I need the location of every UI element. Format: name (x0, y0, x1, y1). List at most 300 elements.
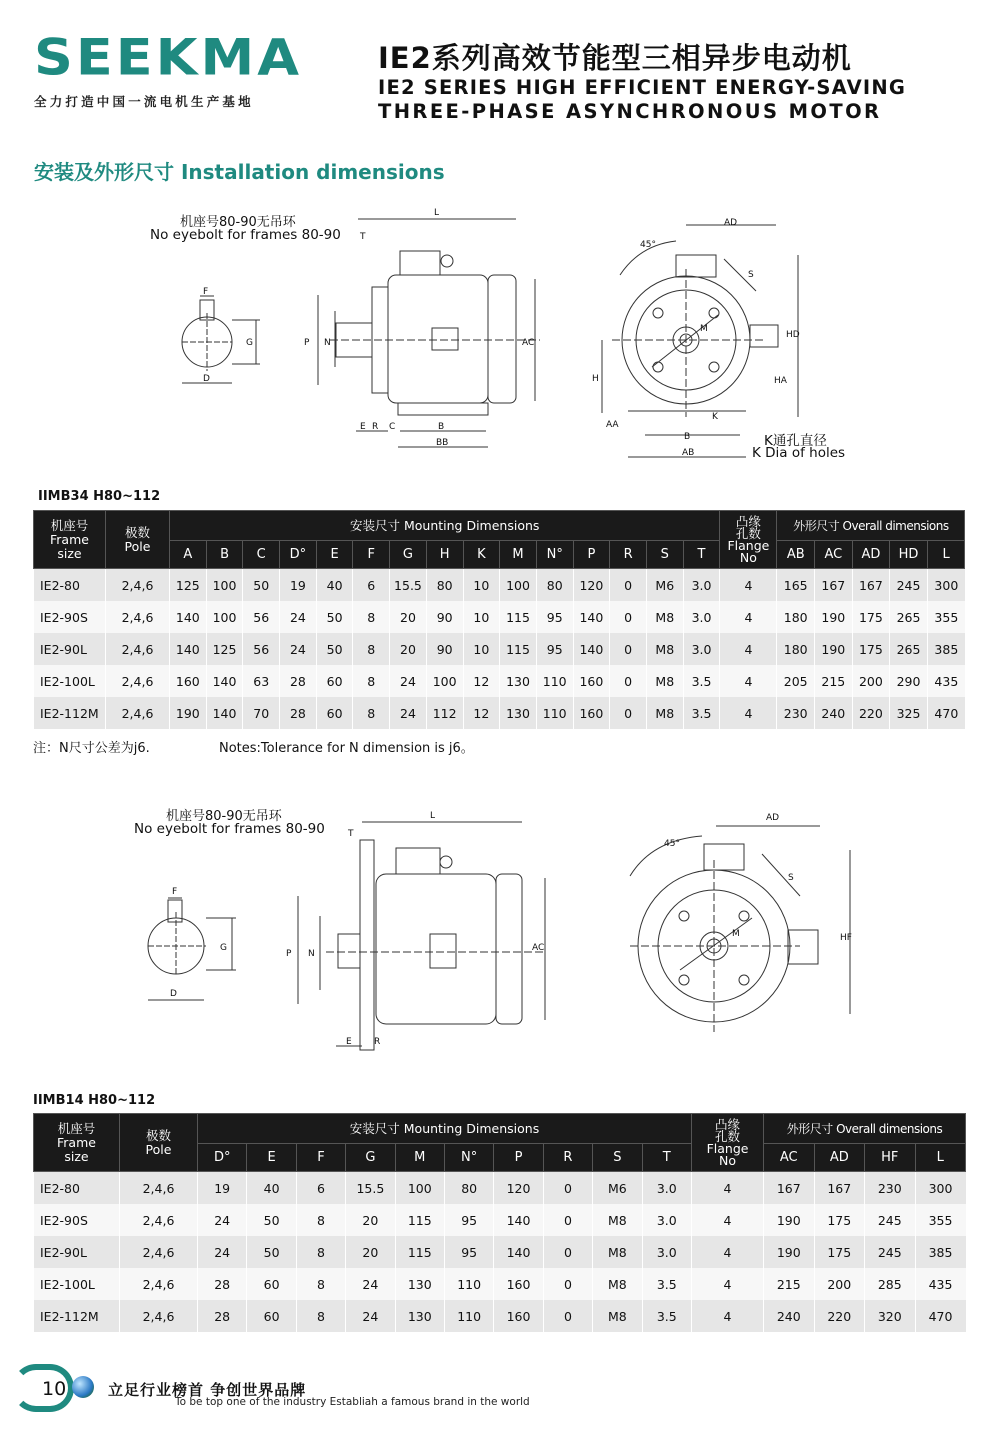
hdr2-flange-en2: No (719, 1152, 737, 1168)
drawing1-note-cn: 机座号80-90无吊环 (180, 215, 296, 230)
table-cell: 8 (353, 633, 390, 665)
label-AB: AB (682, 448, 695, 458)
table-cell: 4 (720, 601, 777, 633)
label-G: G (246, 338, 253, 348)
table-cell: 435 (915, 1268, 966, 1300)
table-cell: 10 (463, 601, 500, 633)
table-cell: 24 (346, 1268, 395, 1300)
table-cell: 4 (720, 665, 777, 697)
page-title-en-line1: IE2 SERIES HIGH EFFICIENT ENERGY-SAVING (378, 76, 907, 99)
table-cell: 130 (500, 665, 537, 697)
table-cell: M8 (593, 1268, 642, 1300)
table-cell: 110 (444, 1300, 493, 1332)
table-cell: 355 (927, 601, 965, 633)
table-cell: 20 (390, 633, 427, 665)
hdr-mounting: 安装尺寸 Mounting Dimensions (170, 511, 720, 541)
page-title-en-line2: THREE-PHASE ASYNCHRONOUS MOTOR (378, 100, 882, 123)
table-cell: 3.0 (642, 1236, 692, 1268)
table1-body (34, 569, 965, 730)
col-header: F (353, 541, 390, 569)
drawing1-holes-cn: K通孔直径 (764, 433, 827, 449)
table-cell: 245 (890, 569, 928, 602)
table-cell: 245 (865, 1236, 916, 1268)
table-cell: 4 (692, 1300, 764, 1332)
table-cell: 70 (243, 697, 280, 729)
table-cell: 180 (777, 633, 815, 665)
table-cell: 4 (720, 697, 777, 729)
hdr2-frame-en2: size (64, 1148, 89, 1164)
table-cell: 3.5 (642, 1300, 692, 1332)
table-cell: 215 (764, 1268, 815, 1300)
table-cell: 8 (353, 601, 390, 633)
label-AC: AC (522, 338, 535, 348)
table-cell: 2,4,6 (120, 1236, 198, 1268)
hdr2-pole-en: Pole (145, 1141, 172, 1157)
table-cell: 60 (316, 697, 353, 729)
table-cell: 385 (927, 633, 965, 665)
table-cell: 0 (610, 697, 647, 729)
label2-G: G (220, 943, 227, 953)
col-header: P (494, 1144, 543, 1172)
label-B: B (438, 422, 445, 432)
label2-D: D (170, 989, 177, 999)
label-E: E (360, 422, 366, 432)
table-cell: 167 (814, 1172, 865, 1205)
table-cell: 190 (815, 633, 853, 665)
motor-end-view-drawing-2 (630, 813, 852, 1032)
hdr2-flange-cn2: 孔数 (715, 1128, 741, 1144)
table-cell: 110 (536, 665, 573, 697)
table-cell: 24 (346, 1300, 395, 1332)
col-header: B (206, 541, 243, 569)
label-H: H (592, 374, 599, 384)
table-cell: 265 (890, 633, 928, 665)
col-header: G (346, 1144, 395, 1172)
table-cell: 0 (610, 601, 647, 633)
hdr-frame-en2: size (57, 545, 82, 561)
label-S: S (748, 270, 754, 280)
table-cell: 265 (890, 601, 928, 633)
hdr-frame (34, 511, 106, 569)
label-AD: AD (724, 218, 738, 228)
table-cell: 2,4,6 (106, 697, 170, 729)
col-header: K (463, 541, 500, 569)
table-cell: 100 (206, 569, 243, 602)
col-header: L (915, 1144, 966, 1172)
col-header: S (593, 1144, 642, 1172)
table-cell: 115 (500, 633, 537, 665)
label2-T: T (348, 829, 354, 839)
table-cell: 140 (573, 633, 610, 665)
table-cell: 4 (692, 1204, 764, 1236)
table-cell: 200 (852, 665, 890, 697)
table-cell: 140 (206, 697, 243, 729)
table-cell: 190 (170, 697, 207, 729)
table-cell: 10 (463, 569, 500, 602)
table-cell: 3.5 (642, 1268, 692, 1300)
table-cell: 110 (444, 1268, 493, 1300)
table-cell: 3.0 (683, 601, 720, 633)
col-header: R (610, 541, 647, 569)
table-cell: 290 (890, 665, 928, 697)
frame-size-cell: IE2-80 (34, 569, 106, 602)
label-F: F (203, 287, 209, 297)
table-cell: 100 (206, 601, 243, 633)
table-cell: 3.0 (642, 1204, 692, 1236)
table-cell: M6 (646, 569, 683, 602)
table-row (34, 1268, 966, 1300)
table-cell: 20 (346, 1236, 395, 1268)
table-cell: 0 (610, 633, 647, 665)
section-title: 安装及外形尺寸 Installation dimensions (34, 160, 445, 184)
table-cell: 285 (865, 1268, 916, 1300)
table-cell: 8 (296, 1268, 345, 1300)
table-cell: 63 (243, 665, 280, 697)
table-cell: 160 (170, 665, 207, 697)
table-cell: 3.0 (642, 1172, 692, 1205)
table-cell: 130 (395, 1268, 444, 1300)
label-D: D (203, 374, 210, 384)
table-cell: 90 (426, 633, 463, 665)
table-cell: 8 (296, 1236, 345, 1268)
table-cell: 100 (426, 665, 463, 697)
table-cell: 130 (395, 1300, 444, 1332)
table-cell: 125 (170, 569, 207, 602)
table-cell: 95 (444, 1236, 493, 1268)
table-cell: M6 (593, 1172, 642, 1205)
col-header: H (426, 541, 463, 569)
table-cell: 120 (494, 1172, 543, 1205)
table-cell: 24 (390, 665, 427, 697)
label-B-end: B (684, 432, 691, 442)
table-cell: M8 (593, 1300, 642, 1332)
col-header: N° (536, 541, 573, 569)
table1-subheader-row (34, 541, 965, 569)
label-P: P (304, 338, 310, 348)
table-cell: 435 (927, 665, 965, 697)
drawing2-note-en: No eyebolt for frames 80-90 (134, 821, 325, 837)
label2-R: R (374, 1037, 381, 1047)
table-cell: 115 (500, 601, 537, 633)
col-header: M (500, 541, 537, 569)
hdr-pole-en: Pole (124, 538, 151, 554)
table-cell: 175 (814, 1236, 865, 1268)
table-cell: 385 (915, 1236, 966, 1268)
table-cell: 2,4,6 (106, 569, 170, 602)
label-T: T (360, 232, 366, 242)
table-cell: 175 (852, 601, 890, 633)
table-cell: 200 (814, 1268, 865, 1300)
table-row (34, 665, 965, 697)
table-cell: 3.0 (683, 633, 720, 665)
table-cell: 19 (198, 1172, 247, 1205)
drawing1-note-en: No eyebolt for frames 80-90 (150, 227, 341, 243)
table-cell: 56 (243, 601, 280, 633)
table-cell: 8 (296, 1204, 345, 1236)
table-cell: 4 (720, 569, 777, 602)
frame-size-cell: IE2-112M (34, 697, 106, 729)
footer-slogan-cn: 立足行业榜首 争创世界品牌 (108, 1381, 307, 1399)
table-cell: 40 (247, 1172, 296, 1205)
table-cell: 80 (444, 1172, 493, 1205)
hdr2-frame-en1: Frame (57, 1134, 96, 1150)
table-cell: 0 (610, 569, 647, 602)
label2-HF: HF (840, 933, 852, 943)
table-cell: 140 (170, 633, 207, 665)
table-cell: 100 (500, 569, 537, 602)
table-cell: 0 (610, 665, 647, 697)
motor-end-view-drawing (592, 218, 800, 458)
table-b14-dimensions (33, 1113, 966, 1332)
table-cell: M8 (593, 1236, 642, 1268)
table-row (34, 1300, 966, 1332)
col-header: N° (444, 1144, 493, 1172)
col-header: AD (814, 1144, 865, 1172)
col-header: T (642, 1144, 692, 1172)
table-cell: 100 (395, 1172, 444, 1205)
table-cell: 60 (247, 1268, 296, 1300)
table-row (34, 1236, 966, 1268)
label2-S: S (788, 873, 794, 883)
table-cell: 95 (536, 633, 573, 665)
hdr2-flange-en1: Flange (706, 1140, 749, 1156)
col-header: G (390, 541, 427, 569)
shaft-section-drawing-2 (148, 887, 236, 1000)
table-cell: 15.5 (346, 1172, 395, 1205)
hdr2-overall: 外形尺寸 Overall dimensions (764, 1114, 966, 1144)
table-cell: 115 (395, 1204, 444, 1236)
label2-M: M (732, 929, 740, 939)
table-cell: 190 (764, 1236, 815, 1268)
label-C: C (389, 422, 396, 432)
frame-size-cell: IE2-80 (34, 1172, 120, 1205)
table-cell: 167 (815, 569, 853, 602)
page-number-badge (12, 1364, 74, 1412)
table-cell: 320 (865, 1300, 916, 1332)
table-cell: 95 (444, 1204, 493, 1236)
brand-slogan: 全力打造中国一流电机生产基地 (34, 94, 254, 109)
col-header: L (927, 541, 965, 569)
table-cell: 20 (346, 1204, 395, 1236)
table1-label: IIMB34 H80~112 (38, 489, 161, 504)
footer-slogan-en: To be top one of the industry Establiah a famous brand in the world (175, 1396, 530, 1408)
table-cell: 120 (573, 569, 610, 602)
table-cell: 220 (814, 1300, 865, 1332)
table-cell: 470 (915, 1300, 966, 1332)
label-L: L (434, 208, 440, 218)
table-cell: 110 (536, 697, 573, 729)
table-cell: 140 (573, 601, 610, 633)
col-header: AC (764, 1144, 815, 1172)
frame-size-cell: IE2-90L (34, 633, 106, 665)
shaft-section-drawing (182, 287, 260, 384)
table-cell: 6 (353, 569, 390, 602)
table-cell: 300 (927, 569, 965, 602)
table-cell: 2,4,6 (120, 1300, 198, 1332)
table-cell: 160 (494, 1300, 543, 1332)
table-cell: 240 (764, 1300, 815, 1332)
table-cell: 470 (927, 697, 965, 729)
hdr2-flange-cn1: 凸缘 (715, 1116, 741, 1132)
hdr-pole (106, 511, 170, 569)
hdr-frame-cn: 机座号 (50, 517, 89, 533)
table-cell: 56 (243, 633, 280, 665)
table2-label: IIMB14 H80~112 (33, 1093, 156, 1108)
table-cell: 50 (316, 601, 353, 633)
table-cell: 24 (198, 1204, 247, 1236)
hdr2-mounting: 安装尺寸 Mounting Dimensions (198, 1114, 692, 1144)
table-cell: 125 (206, 633, 243, 665)
table-cell: 50 (316, 633, 353, 665)
frame-size-cell: IE2-90S (34, 1204, 120, 1236)
table-cell: 175 (814, 1204, 865, 1236)
col-header: S (646, 541, 683, 569)
table-cell: 80 (536, 569, 573, 602)
col-header: C (243, 541, 280, 569)
label2-E: E (346, 1037, 352, 1047)
hdr-flange-en2: No (739, 549, 757, 565)
table-cell: 0 (543, 1268, 592, 1300)
col-header: HF (865, 1144, 916, 1172)
table-cell: 160 (494, 1268, 543, 1300)
table-row (34, 1172, 966, 1205)
motor-side-view-drawing-2 (286, 811, 545, 1050)
hdr2-frame (34, 1114, 120, 1172)
label2-F: F (172, 887, 178, 897)
table-cell: 3.0 (683, 569, 720, 602)
table-cell: 140 (494, 1204, 543, 1236)
table-cell: 220 (852, 697, 890, 729)
hdr2-pole-cn: 极数 (145, 1127, 171, 1143)
drawing1-holes-en: K Dia of holes (752, 445, 846, 461)
table-cell: 12 (463, 697, 500, 729)
page-title-cn: IE2系列高效节能型三相异步电动机 (378, 41, 852, 75)
hdr-flange-en1: Flange (727, 537, 770, 553)
table-cell: 167 (764, 1172, 815, 1205)
table-cell: 15.5 (390, 569, 427, 602)
table-cell: 24 (390, 697, 427, 729)
label2-AD: AD (766, 813, 780, 823)
table-cell: 230 (865, 1172, 916, 1205)
table-cell: 2,4,6 (120, 1204, 198, 1236)
table-cell: 140 (170, 601, 207, 633)
table-cell: 60 (247, 1300, 296, 1332)
col-header: AB (777, 541, 815, 569)
hdr-flange (720, 511, 777, 569)
table-cell: 50 (247, 1204, 296, 1236)
table-cell: 215 (815, 665, 853, 697)
table-cell: 0 (543, 1236, 592, 1268)
table-cell: M8 (646, 633, 683, 665)
frame-size-cell: IE2-100L (34, 665, 106, 697)
frame-size-cell: IE2-112M (34, 1300, 120, 1332)
hdr2-pole (120, 1114, 198, 1172)
col-header: D° (280, 541, 317, 569)
table-cell: 205 (777, 665, 815, 697)
table-cell: 4 (692, 1172, 764, 1205)
drawing-b34 (0, 195, 990, 470)
table-cell: 140 (206, 665, 243, 697)
table-cell: 28 (198, 1300, 247, 1332)
col-header: P (573, 541, 610, 569)
table-cell: 28 (280, 697, 317, 729)
col-header: AC (815, 541, 853, 569)
table-cell: M8 (646, 665, 683, 697)
label-HD: HD (786, 330, 800, 340)
table-cell: 12 (463, 665, 500, 697)
table-cell: 3.5 (683, 697, 720, 729)
brand-logo: SEEKMA (34, 28, 303, 87)
table-cell: 95 (536, 601, 573, 633)
table-cell: 2,4,6 (106, 601, 170, 633)
table1-note-cn: 注：N尺寸公差为j6. (33, 741, 150, 756)
hdr-flange-cn2: 孔数 (735, 525, 761, 541)
table-cell: 180 (777, 601, 815, 633)
table-cell: 115 (395, 1236, 444, 1268)
table-cell: 20 (390, 601, 427, 633)
table-cell: 175 (852, 633, 890, 665)
table-cell: 6 (296, 1172, 345, 1205)
table-cell: 140 (494, 1236, 543, 1268)
table-cell: M8 (646, 601, 683, 633)
table-cell: 4 (692, 1236, 764, 1268)
frame-size-cell: IE2-100L (34, 1268, 120, 1300)
motor-side-view-drawing (304, 208, 540, 448)
table-row (34, 697, 965, 729)
table-cell: 160 (573, 697, 610, 729)
table-cell: 40 (316, 569, 353, 602)
label-BB: BB (436, 438, 449, 448)
table-cell: 0 (543, 1172, 592, 1205)
table-cell: 167 (852, 569, 890, 602)
hdr-overall: 外形尺寸 Overall dimensions (777, 511, 965, 541)
page-number: 10 (42, 1378, 67, 1400)
globe-icon (72, 1376, 94, 1398)
table-cell: 240 (815, 697, 853, 729)
frame-size-cell: IE2-90L (34, 1236, 120, 1268)
table-cell: 4 (720, 633, 777, 665)
table-cell: 130 (500, 697, 537, 729)
hdr-frame-en1: Frame (50, 531, 89, 547)
table-cell: 24 (280, 633, 317, 665)
table-cell: 4 (692, 1268, 764, 1300)
table-cell: 8 (353, 665, 390, 697)
label-K: K (712, 412, 718, 422)
label2-N: N (308, 949, 315, 959)
table-cell: 50 (243, 569, 280, 602)
drawing-b14 (0, 800, 990, 1060)
table-cell: 355 (915, 1204, 966, 1236)
table-cell: 0 (543, 1300, 592, 1332)
table-row (34, 601, 965, 633)
label2-L: L (430, 811, 436, 821)
table-cell: 3.5 (683, 665, 720, 697)
table-cell: 8 (353, 697, 390, 729)
table-cell: M8 (646, 697, 683, 729)
table-cell: 300 (915, 1172, 966, 1205)
table-cell: 160 (573, 665, 610, 697)
table-row (34, 1204, 966, 1236)
table-cell: 230 (777, 697, 815, 729)
table-cell: 112 (426, 697, 463, 729)
col-header: F (296, 1144, 345, 1172)
drawing2-note-cn: 机座号80-90无吊环 (166, 809, 282, 824)
col-header: E (316, 541, 353, 569)
table-cell: 2,4,6 (106, 633, 170, 665)
label-AA: AA (606, 420, 619, 430)
col-header: E (247, 1144, 296, 1172)
col-header: A (170, 541, 207, 569)
